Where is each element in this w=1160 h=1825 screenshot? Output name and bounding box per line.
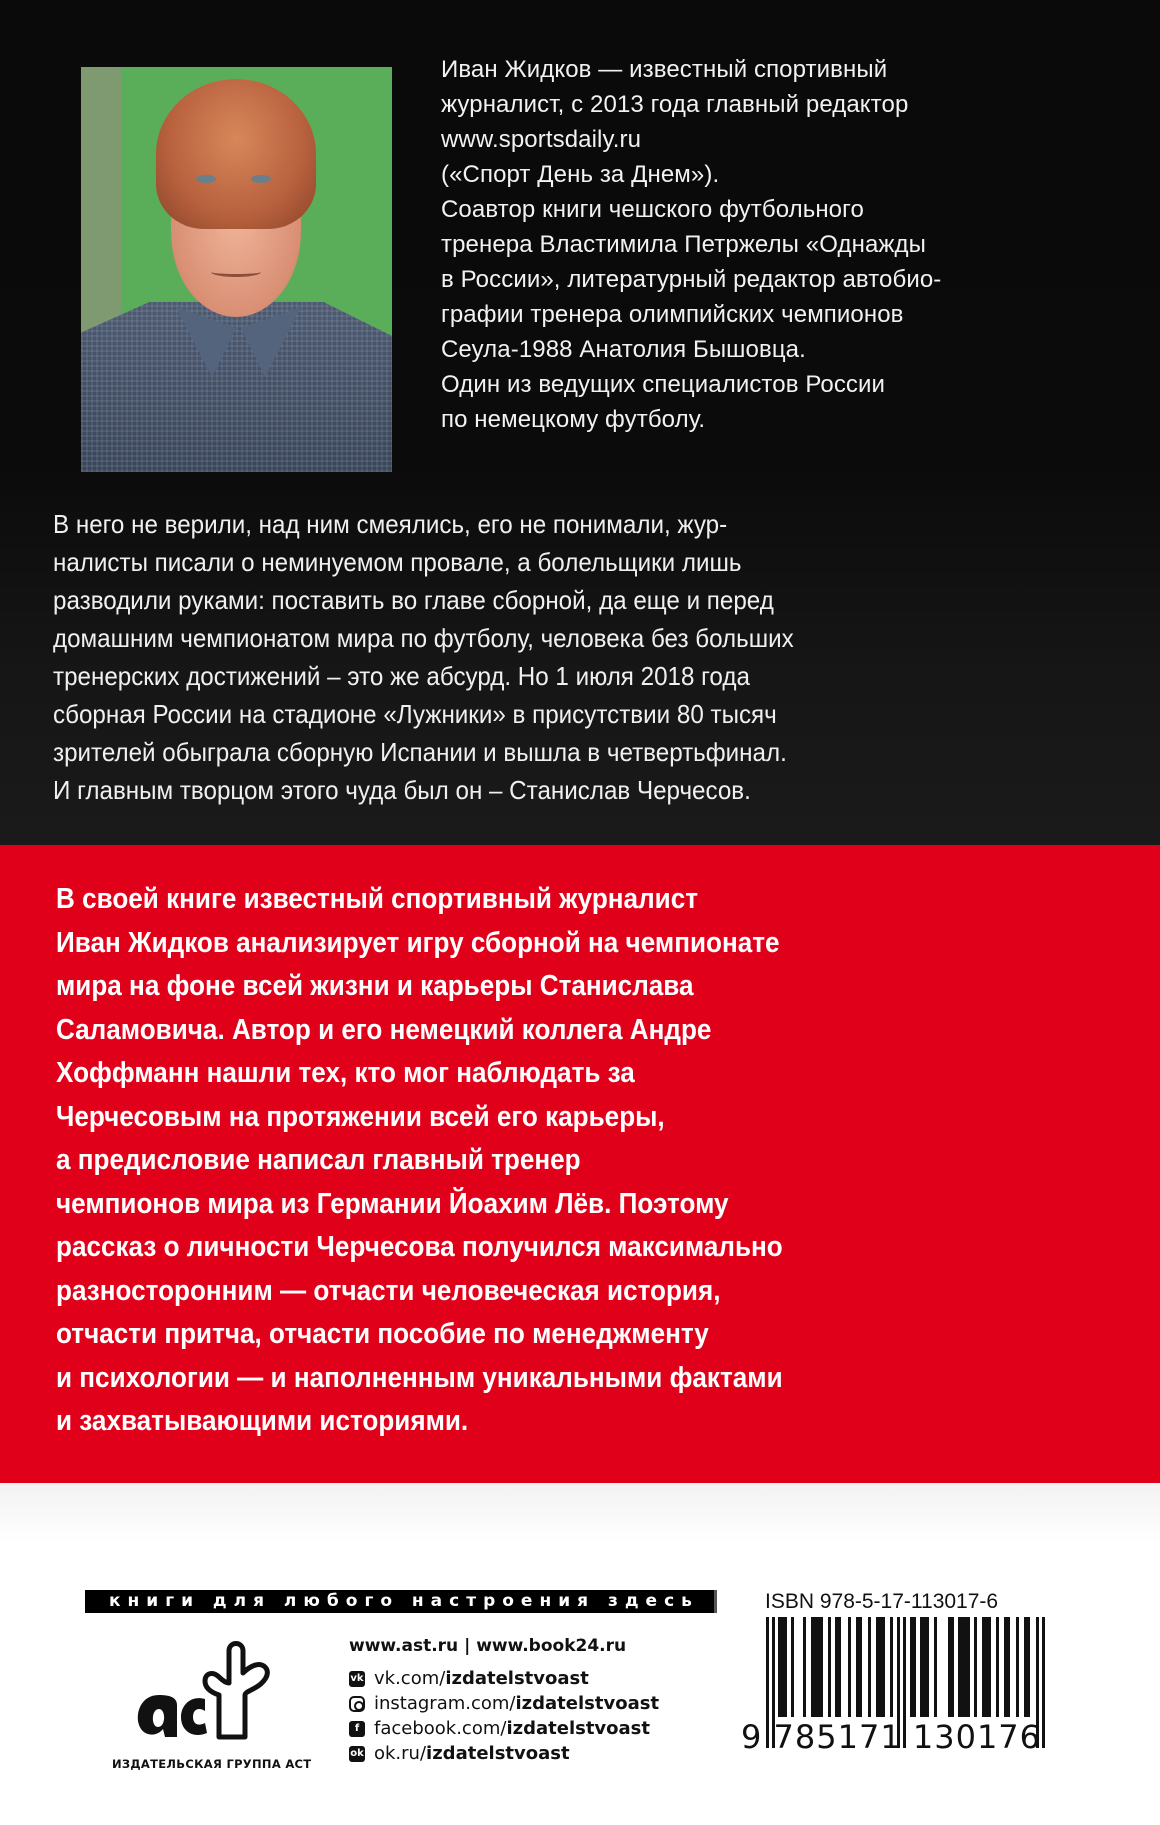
description-line: В своей книге известный спортивный журналист xyxy=(56,883,698,915)
photo-smile xyxy=(211,267,261,277)
social-handle: izdatelstvoast xyxy=(506,1718,650,1739)
teaser-line: домашним чемпионатом мира по футболу, человека без больших xyxy=(53,623,794,653)
odnoklassniki-icon: ok xyxy=(349,1746,365,1762)
bio-line: тренера Властимила Петржелы «Однажды xyxy=(441,231,927,258)
description-line: мира на фоне всей жизни и карьеры Станислава xyxy=(56,970,694,1002)
ast-publisher-logo xyxy=(133,1633,283,1743)
bio-line: по немецкому футболу. xyxy=(441,406,706,433)
bio-line: Иван Жидков — известный спортивный xyxy=(441,56,888,83)
social-link-instagram[interactable] xyxy=(349,1691,659,1716)
bio-line: в России», литературный редактор автобио- xyxy=(441,266,942,293)
teaser-line: И главным творцом этого чуда был он – Станислав Черчесов. xyxy=(53,775,751,805)
barcode-digits: 9 785171 130176 xyxy=(741,1718,1042,1756)
social-domain: facebook.com/ xyxy=(374,1718,507,1739)
publisher-caption: ИЗДАТЕЛЬСКАЯ ГРУППА АСТ xyxy=(112,1757,312,1771)
description-line: Иван Жидков анализирует игру сборной на чемпионате xyxy=(56,926,780,959)
vk-icon: vk xyxy=(349,1671,365,1687)
footer-fade xyxy=(0,1483,1160,1543)
description-line: а предисловие написал главный тренер xyxy=(56,1144,581,1176)
instagram-icon xyxy=(349,1696,365,1712)
photo-eye-right xyxy=(251,175,271,183)
description-line: рассказ о личности Черчесова получился максимально xyxy=(56,1231,783,1263)
description-line: отчасти притча, отчасти пособие по менеджменту xyxy=(56,1318,709,1350)
social-link-facebook[interactable] xyxy=(349,1716,659,1741)
social-link-odnoklassniki[interactable] xyxy=(349,1741,659,1766)
contact-links xyxy=(349,1636,659,1766)
photo-shirt xyxy=(81,302,392,472)
bio-line: («Спорт День за Днем»). xyxy=(441,161,720,188)
teaser-line: сборная России на стадионе «Лужники» в присутствии 80 тысяч xyxy=(53,699,777,729)
bio-website: www.sportsdaily.ru xyxy=(441,126,642,153)
bio-line: журналист, с 2013 года главный редактор xyxy=(441,91,909,118)
description-line: Хоффманн нашли тех, кто мог наблюдать за xyxy=(56,1057,635,1089)
photo-hair xyxy=(156,79,316,229)
book-description xyxy=(56,878,1046,1444)
teaser-line: тренерских достижений – это же абсурд. Но 1 июля 2018 года xyxy=(53,661,750,691)
description-line: и психологии — и наполненным уникальными фактами xyxy=(56,1361,783,1394)
tagline-banner: книги для любого настроения здесь xyxy=(85,1590,717,1613)
bio-line: графии тренера олимпийских чемпионов xyxy=(441,301,904,328)
description-line: Черчесовым на протяжении всей его карьеры, xyxy=(56,1100,665,1133)
description-line: Саламовича. Автор и его немецкий коллега Андре xyxy=(56,1013,712,1046)
teaser-line: зрителей обыграла сборную Испании и вышла в четвертьфинал. xyxy=(53,737,787,767)
social-domain: ok.ru/ xyxy=(374,1743,427,1764)
photo-eye-left xyxy=(196,175,216,183)
teaser-line: налисты писали о неминуемом провале, а болельщики лишь xyxy=(53,547,742,577)
teaser-paragraph xyxy=(53,505,1039,809)
isbn-label: ISBN 978-5-17-113017-6 xyxy=(765,1590,999,1613)
social-link-vk[interactable] xyxy=(349,1666,659,1691)
description-line: разносторонним — отчасти человеческая история, xyxy=(56,1274,721,1307)
facebook-icon: f xyxy=(349,1721,365,1737)
social-handle: izdatelstvoast xyxy=(426,1743,570,1764)
bio-line: Соавтор книги чешского футбольного xyxy=(441,196,864,223)
website-links[interactable]: www.ast.ru | www.book24.ru xyxy=(349,1636,627,1656)
teaser-line: разводили руками: поставить во главе сборной, да еще и перед xyxy=(53,585,774,615)
social-handle: izdatelstvoast xyxy=(445,1668,589,1689)
social-handle: izdatelstvoast xyxy=(515,1693,660,1714)
social-domain: instagram.com/ xyxy=(374,1693,516,1714)
social-domain: vk.com/ xyxy=(374,1668,446,1689)
description-line: чемпионов мира из Германии Йоахим Лёв. Поэтому xyxy=(56,1187,729,1220)
author-bio xyxy=(441,52,1061,437)
description-line: и захватывающими историями. xyxy=(56,1405,469,1437)
bio-line: Сеула-1988 Анатолия Бышовца. xyxy=(441,336,806,363)
bio-line: Один из ведущих специалистов России xyxy=(441,371,886,398)
teaser-line: В него не верили, над ним смеялись, его не понимали, жур- xyxy=(53,509,728,539)
author-photo xyxy=(81,67,392,472)
